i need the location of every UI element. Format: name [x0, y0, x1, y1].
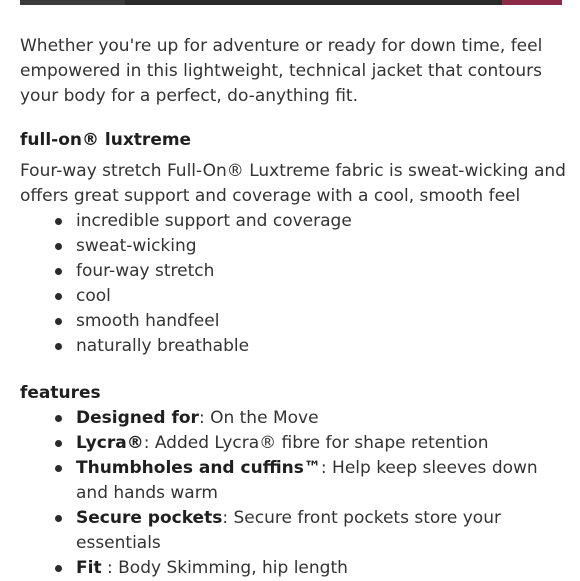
feature-label: Thumbholes and cuffins™ [76, 458, 321, 478]
bullet-icon [55, 243, 62, 250]
feature-label: Designed for [76, 408, 199, 428]
feature-item [20, 431, 570, 456]
tab-indicator-left [20, 0, 125, 5]
feature-separator: : [222, 508, 234, 528]
fabric-heading: full-on® luxtreme [20, 130, 192, 150]
intro-paragraph: Whether you're up for adventure or ready for down time, feel empowered in this lightweight, technical jacket that contours your body for a perfect, do-anything fit. [20, 36, 543, 106]
feature-label: Secure pockets [76, 508, 223, 528]
list-item-text: incredible support and coverage [76, 211, 352, 231]
bullet-icon [55, 465, 62, 472]
list-item-text: four-way stretch [76, 261, 215, 281]
fabric-benefits-list [20, 209, 570, 359]
bullet-icon [55, 218, 62, 225]
feature-item [20, 556, 570, 581]
feature-label: Lycra® [76, 433, 144, 453]
product-description [20, 34, 570, 581]
bullet-icon [55, 565, 62, 572]
feature-separator: : [320, 458, 333, 478]
feature-text: Added Lycra® fibre for shape retention [154, 433, 489, 453]
list-item-text: naturally breathable [76, 336, 250, 356]
list-item-text: sweat-wicking [76, 236, 197, 256]
feature-text: Body Skimming, hip length [118, 558, 348, 578]
top-tab-bar [20, 0, 562, 5]
bullet-icon [55, 440, 62, 447]
feature-text: Secure front pockets store your essentials [76, 508, 501, 553]
feature-item [20, 406, 570, 431]
bullet-icon [55, 343, 62, 350]
list-item [20, 209, 570, 234]
list-item [20, 309, 570, 334]
list-item [20, 234, 570, 259]
features-list [20, 406, 570, 581]
fabric-description: Four-way stretch Full-On® Luxtreme fabric is sweat-wicking and offers great support and coverage with a cool, smooth feel [20, 161, 566, 206]
list-item-text: smooth handfeel [76, 311, 220, 331]
feature-separator: : [101, 558, 119, 578]
bullet-icon [55, 268, 62, 275]
feature-item [20, 456, 570, 506]
feature-text: Help keep sleeves down and hands warm [76, 458, 538, 503]
tab-indicator-accent [502, 0, 562, 5]
feature-text: On the Move [210, 408, 319, 428]
tab-bar-track [125, 0, 502, 5]
features-heading: features [20, 383, 101, 403]
bullet-icon [55, 415, 62, 422]
list-item [20, 259, 570, 284]
bullet-icon [55, 318, 62, 325]
list-item [20, 284, 570, 309]
feature-label: Fit [76, 558, 102, 578]
bullet-icon [55, 515, 62, 522]
feature-separator: : [198, 408, 211, 428]
list-item-text: cool [76, 286, 111, 306]
feature-separator: : [143, 433, 155, 453]
list-item [20, 334, 570, 359]
feature-item [20, 506, 570, 556]
bullet-icon [55, 293, 62, 300]
